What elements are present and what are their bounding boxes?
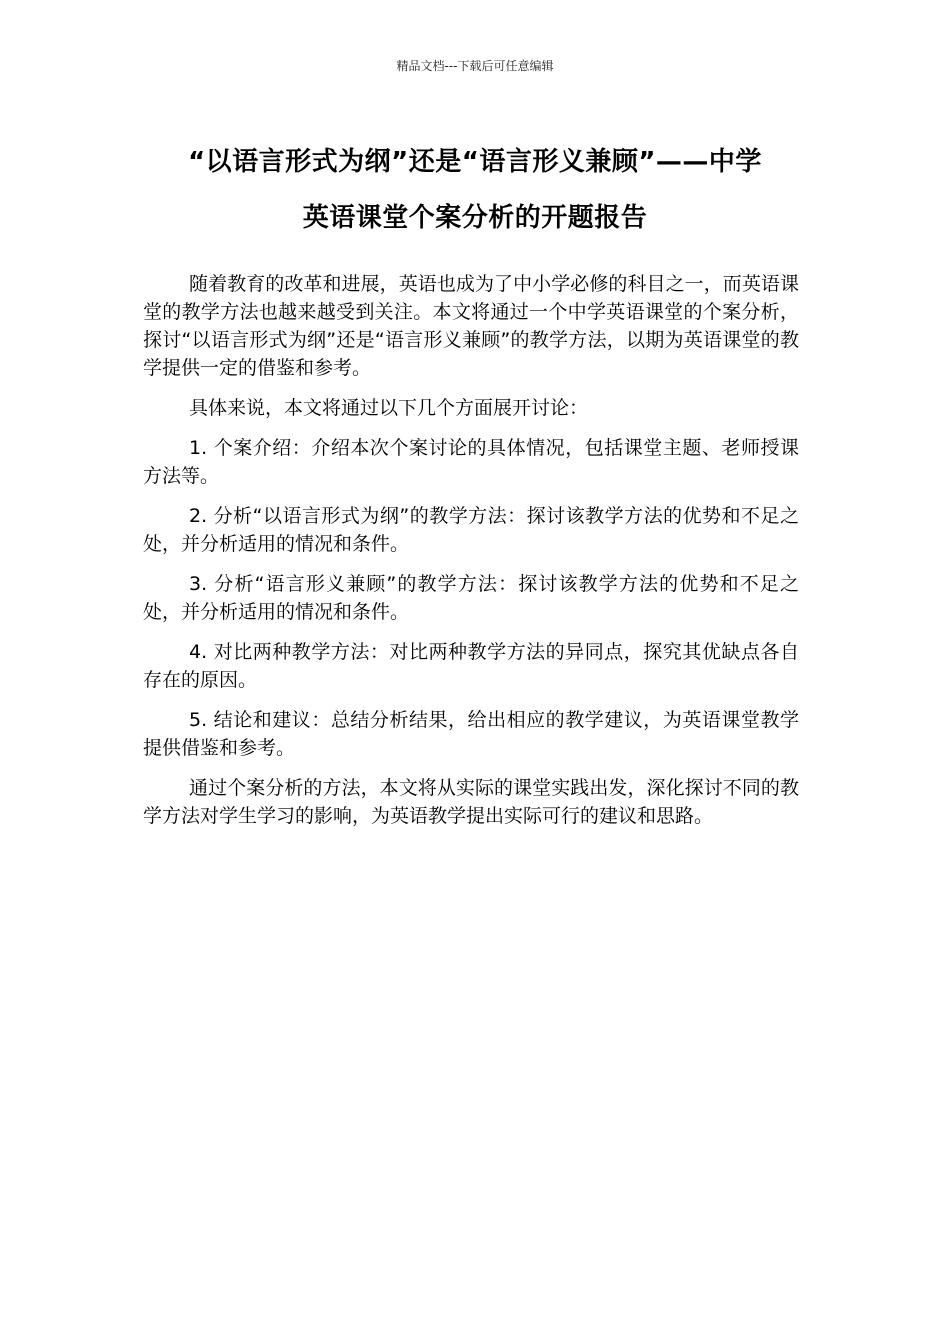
list-item-4: 4. 对比两种教学方法：对比两种教学方法的异同点，探究其优缺点各自存在的原因。 <box>143 641 799 691</box>
list-item-3: 3. 分析“语言形义兼顾”的教学方法：探讨该教学方法的优势和不足之处，并分析适用的情况和条件。 <box>143 573 799 623</box>
list-item-2: 2. 分析“以语言形式为纲”的教学方法：探讨该教学方法的优势和不足之处，并分析适用的情况和条件。 <box>143 505 799 555</box>
title-line-2: 英语课堂个案分析的开题报告 <box>302 203 648 233</box>
list-item-1: 1. 个案介绍：介绍本次个案讨论的具体情况，包括课堂主题、老师授课方法等。 <box>143 437 799 487</box>
document-title <box>130 134 820 246</box>
document-body <box>143 270 799 842</box>
list-item-5: 5. 结论和建议：总结分析结果，给出相应的教学建议，为英语课堂教学提供借鉴和参考。 <box>143 709 799 759</box>
conclusion-paragraph: 通过个案分析的方法，本文将从实际的课堂实践出发，深化探讨不同的教学方法对学生学习的影响，为英语教学提出实际可行的建议和思路。 <box>143 777 799 827</box>
overview-paragraph: 具体来说，本文将通过以下几个方面展开讨论： <box>189 397 589 419</box>
header-note: 精品文档---下载后可任意编辑 <box>396 59 554 73</box>
intro-paragraph: 随着教育的改革和进展，英语也成为了中小学必修的科目之一，而英语课堂的教学方法也越来越受到关注。本文将通过一个中学英语课堂的个案分析，探讨“以语言形式为纲”还是“语言形义兼顾”的教学方法，以期为英语课堂的教学提供一定的借鉴和参考。 <box>143 273 799 379</box>
title-line-1: “以语言形式为纲”还是“语言形义兼顾”——中学 <box>188 147 762 177</box>
